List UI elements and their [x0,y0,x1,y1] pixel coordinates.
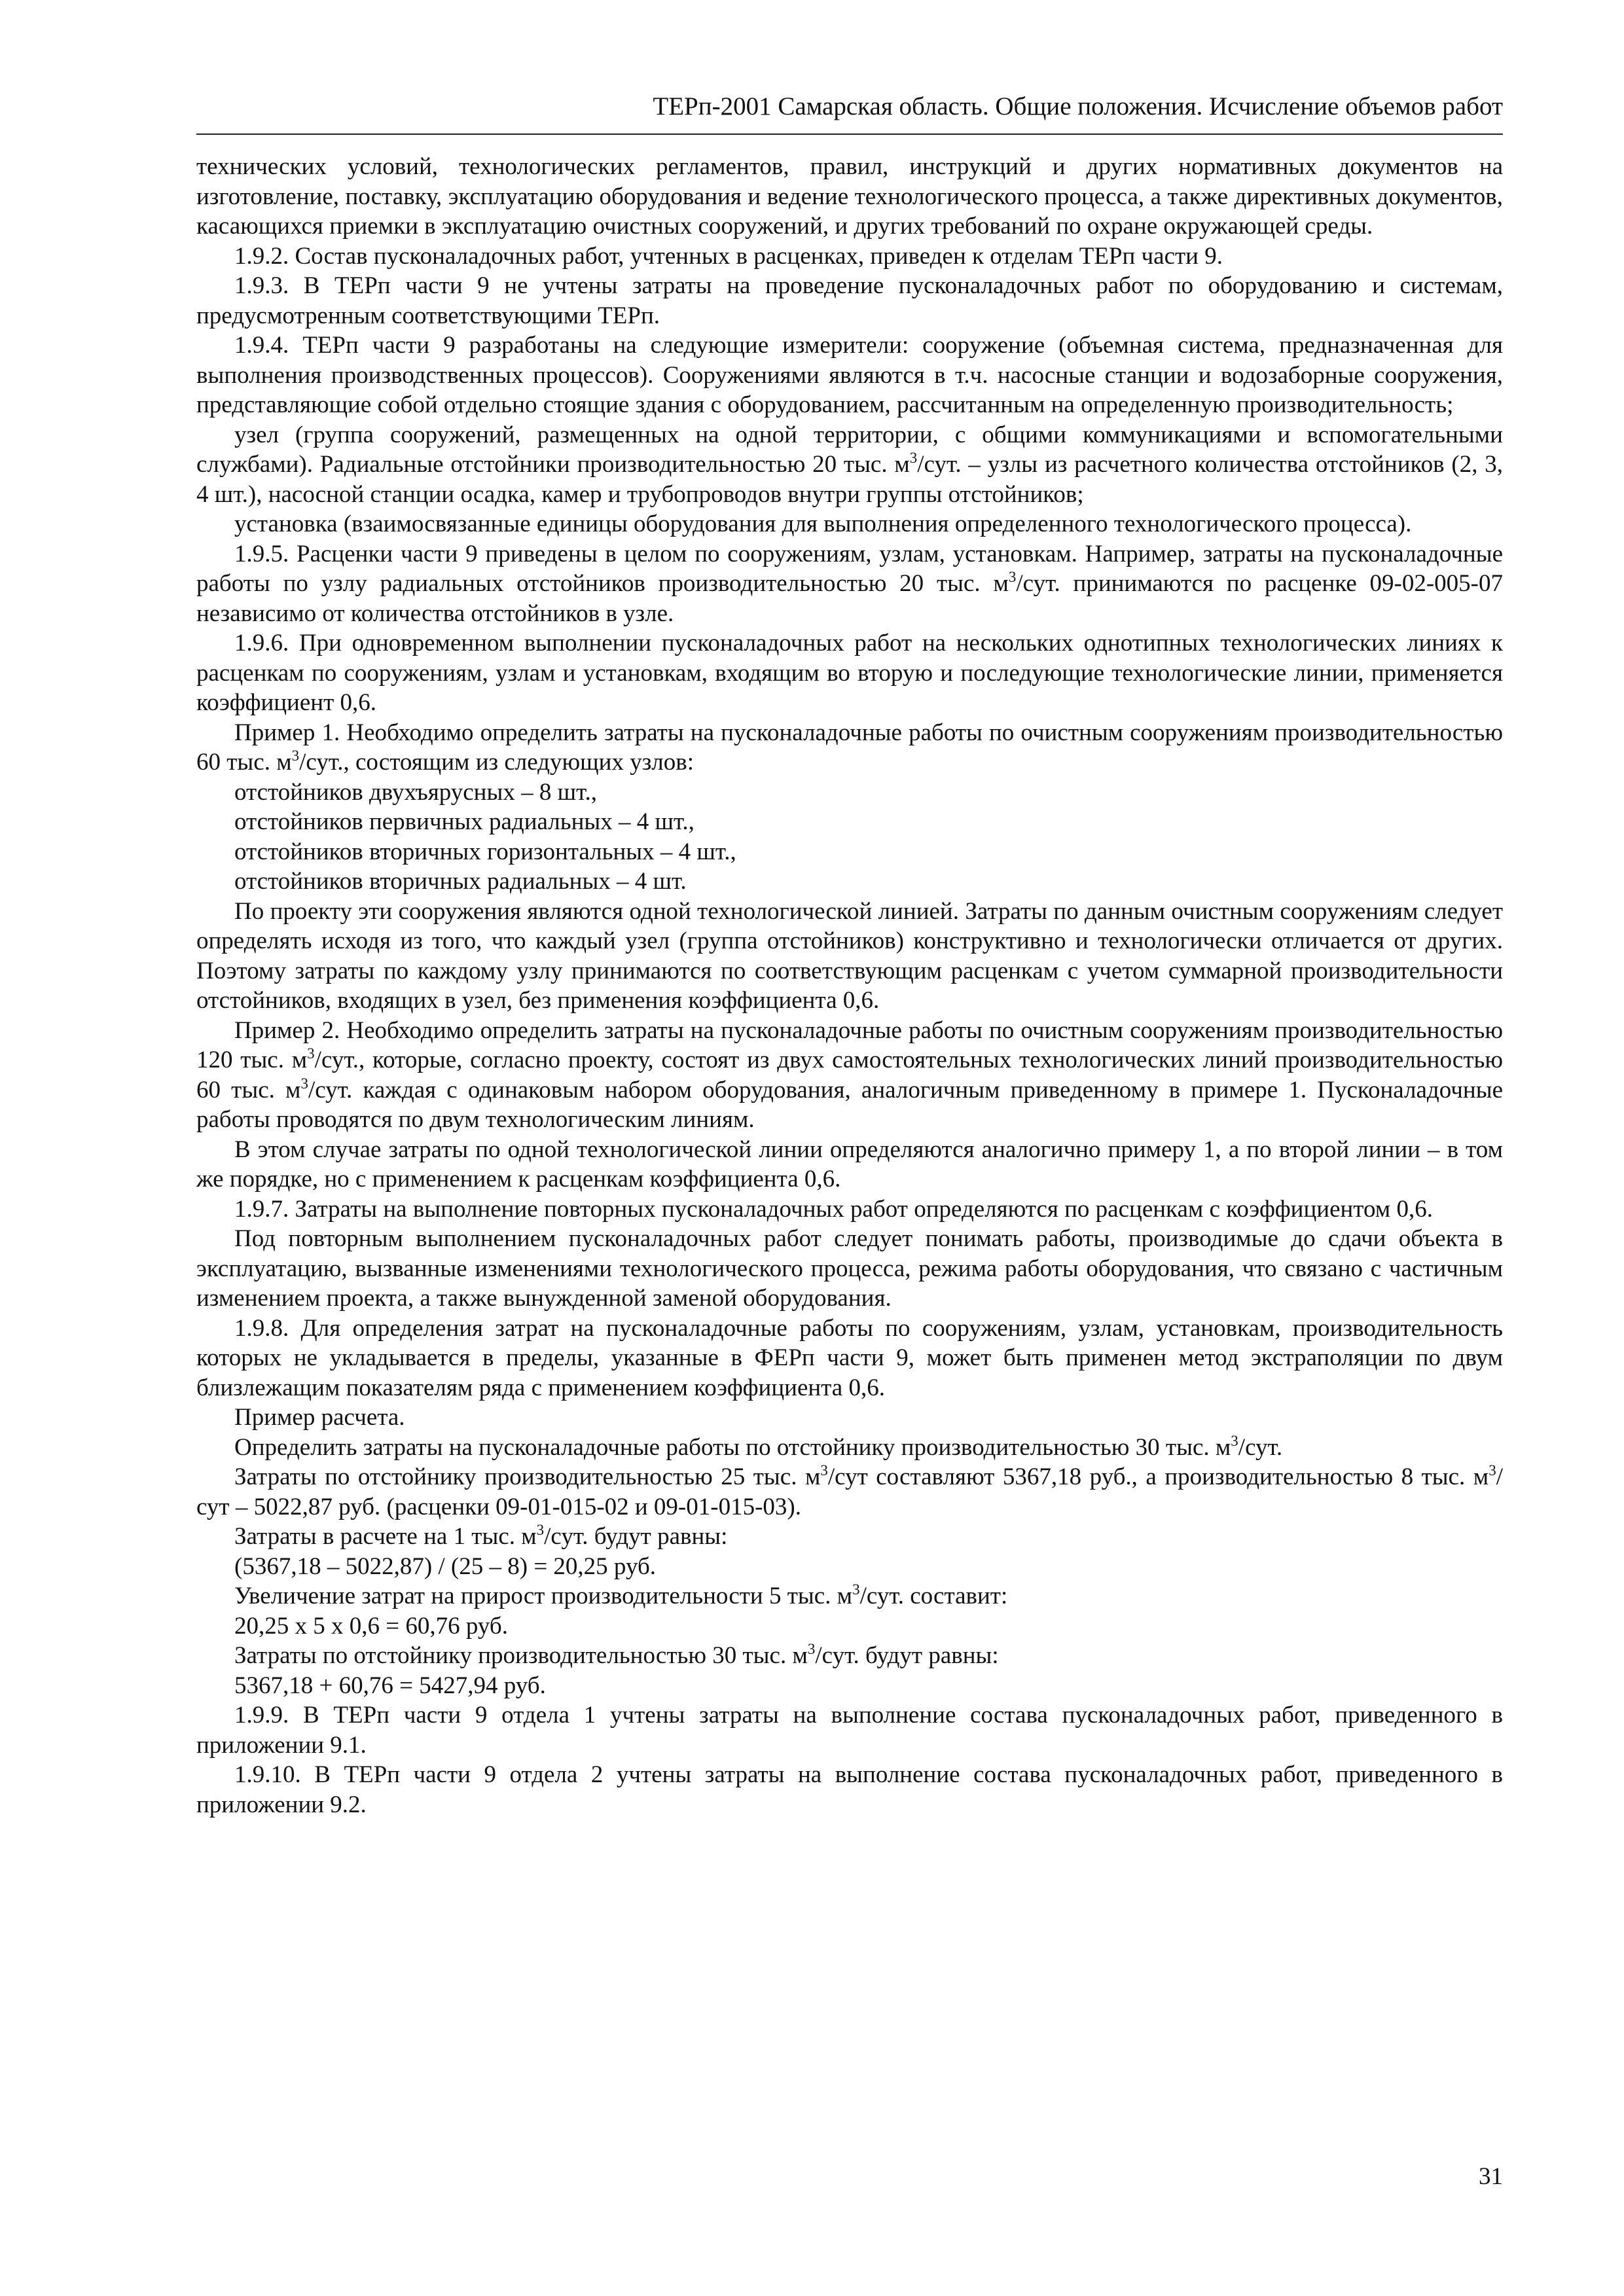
paragraph: Затраты по отстойнику производительностью 30 тыс. $м^3$/сут. будут равны: [234,1641,999,1669]
paragraph-1-9-7: 1.9.7. Затраты на выполнение повторных пусконаладочных работ определяются по расценкам с коэффициентом 0,6. [234,1195,1433,1223]
formula-line: (5367,18 – 5022,87) / (25 – 8) = 20,25 руб. [234,1552,657,1580]
formula-line: 5367,18 + 60,76 = 5427,94 руб. [234,1672,546,1699]
paragraph-1-9-9: 1.9.9. В ТЕРп части 9 отдела 1 учтены затраты на выполнение состава пусконаладочных работ, приведенного в приложении 9.1. [196,1702,1503,1759]
formula-line: 20,25 х 5 х 0,6 = 60,76 руб. [234,1612,508,1640]
paragraph: По проекту эти сооружения являются одной технологической линией. Затраты по данным очистным сооружениям следует определять исходя из того, что каждый узел (группа отстойников) конструктивно и технологически отличается от других. Поэтому затраты по каждому узлу принимаются по соответствующим расценкам с учетом суммарной производительности отстойников, входящих в узел, без применения коэффициента 0,6. [196,897,1503,1014]
list-item: отстойников первичных радиальных – 4 шт., [234,808,695,835]
paragraph-example-1: Пример 1. Необходимо определить затраты на пусконаладочные работы по очистным сооружениям производительностью 60 тыс. $м^3$/сут., состоящим из следующих узлов: [196,719,1503,776]
paragraph: В этом случае затраты по одной технологической линии определяются аналогично примеру 1, а по второй линии – в том же порядке, но с применением к расценкам коэффициента 0,6. [196,1136,1503,1193]
paragraph-example-2: Пример 2. Необходимо определить затраты на пусконаладочные работы по очистным сооружениям производительностью 120 тыс. $м^3$/сут., которые, согласно проекту, состоят из двух самостоятельных технологических линий производительностью 60 тыс. $м^3$/сут. каждая с одинаковым набором оборудования, аналогичным приведенному в примере 1. Пусконаладочные работы проводятся по двум технологическим линиям. [196,1016,1503,1133]
header-rule [196,134,1503,135]
paragraph: Затраты в расчете на 1 тыс. $м^3$/сут. будут равны: [234,1522,728,1550]
document-body [196,152,1503,1820]
paragraph-1-9-4: 1.9.4. ТЕРп части 9 разработаны на следующие измерители: сооружение (объемная система, предназначенная для выполнения производственных процессов). Сооружениями являются в т.ч. насосные станции и водозаборные сооружения, представляющие собой отдельно стоящие здания с оборудованием, рассчитанным на определенную производительность; [196,332,1503,418]
paragraph-1-9-10: 1.9.10. В ТЕРп части 9 отдела 2 учтены затраты на выполнение состава пусконаладочных работ, приведенного в приложении 9.2. [196,1761,1503,1818]
paragraph-uzel: узел (группа сооружений, размещенных на одной территории, с общими коммуникациями и вспомогательными службами). Радиальные отстойники производительностью 20 тыс. $м^3$/сут. – узлы из расчетного количества отстойников (2, 3, 4 шт.), насосной станции осадка, камер и трубопроводов внутри группы отстойников; [196,421,1503,508]
page-number: 31 [1479,2163,1503,2190]
list-item: отстойников двухъярусных – 8 шт., [234,778,597,806]
list-item: отстойников вторичных радиальных – 4 шт. [234,868,687,895]
paragraph: Пример расчета. [234,1404,405,1431]
paragraph: Увеличение затрат на прирост производительности 5 тыс. $м^3$/сут. составит: [234,1581,1008,1609]
paragraph-1-9-5: 1.9.5. Расценки части 9 приведены в целом по сооружениям, узлам, установкам. Например, затраты на пусконаладочные работы по узлу радиальных отстойников производительностью 20 тыс. $м^3$/сут. принимаются по расценке 09-02-005-07 независимо от количества отстойников в узле. [196,540,1504,627]
paragraph-1-9-8: 1.9.8. Для определения затрат на пусконаладочные работы по сооружениям, узлам, установкам, производительность которых не укладывается в пределы, указанные в ФЕРп части 9, может быть применен метод экстраполяции по двум близлежащим показателям ряда с применением коэффициента 0,6. [196,1314,1503,1401]
paragraph: технических условий, технологических регламентов, правил, инструкций и других нормативных документов на изготовление, поставку, эксплуатацию оборудования и ведение технологического процесса, а также директивных документов, касающихся приемки в эксплуатацию очистных сооружений, и других требований по охране окружающей среды. [196,153,1503,240]
paragraph-1-9-2: 1.9.2. Состав пусконаладочных работ, учтенных в расценках, приведен к отделам ТЕРп части 9. [234,242,1223,270]
paragraph: Определить затраты на пусконаладочные работы по отстойнику производительностью 30 тыс. $м^3$/сут. [234,1432,1283,1461]
running-header: ТЕРп-2001 Самарская область. Общие положения. Исчисление объемов работ [653,92,1503,120]
paragraph-1-9-3: 1.9.3. В ТЕРп части 9 не учтены затраты на проведение пусконаладочных работ по оборудованию и системам, предусмотренным соответствующими ТЕРп. [196,272,1503,329]
paragraph: Затраты по отстойнику производительностью 25 тыс. $м^3$/сут составляют 5367,18 руб., а производительностью 8 тыс. $м^3$/сут – 5022,87 руб. (расценки 09-01-015-02 и 09-01-015-03). [196,1462,1503,1520]
paragraph: Под повторным выполнением пусконаладочных работ следует понимать работы, производимые до сдачи объекта в эксплуатацию, вызванные изменениями технологического процесса, режима работы оборудования, что связано с частичным изменением проекта, а также вынужденной заменой оборудования. [196,1225,1503,1312]
list-item: отстойников вторичных горизонтальных – 4 шт., [234,838,736,865]
paragraph-1-9-6: 1.9.6. При одновременном выполнении пусконаладочных работ на нескольких однотипных технологических линиях к расценкам по сооружениям, узлам и установкам, входящим во вторую и последующие технологические линии, применяется коэффициент 0,6. [196,630,1503,716]
paragraph-ustanovka: установка (взаимосвязанные единицы оборудования для выполнения определенного технологического процесса). [234,511,1412,537]
